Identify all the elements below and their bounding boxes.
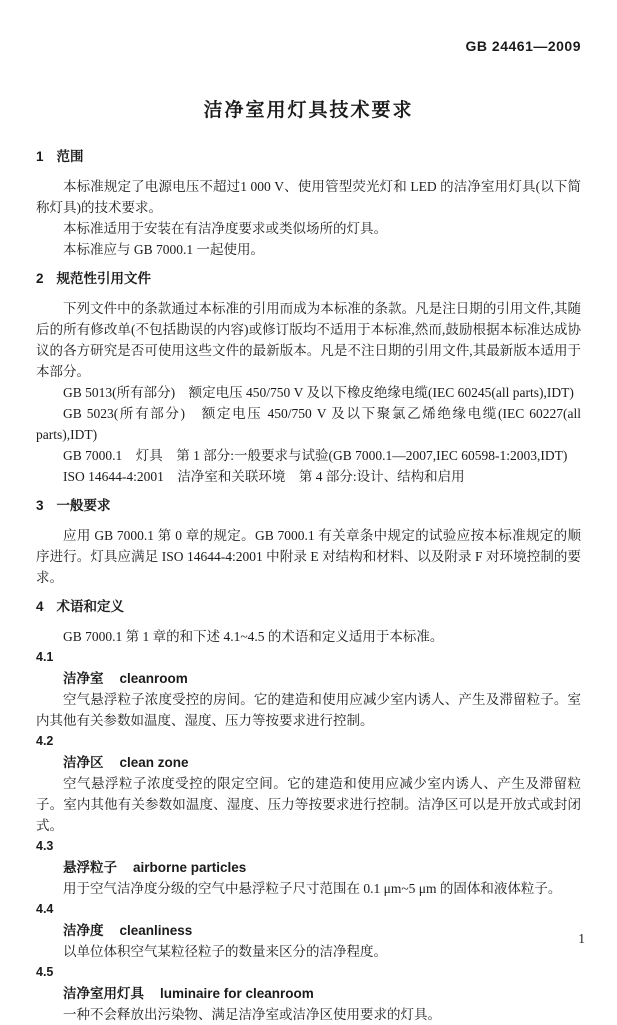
term-definition: 用于空气洁净度分级的空气中悬浮粒子尺寸范围在 0.1 μm~5 μm 的固体和液体粒子。 [63,881,562,896]
term-line [36,752,581,773]
term-clause [36,647,581,731]
term-definition: 一种不会释放出污染物、满足洁净室或洁净区使用要求的灯具。 [63,1007,441,1022]
clause-number: 4.3 [36,839,54,853]
reference-entry: ISO 14644-4:2001 洁净室和关联环境 第 4 部分:设计、结构和启用 [63,469,465,484]
section-general-requirements [36,497,581,588]
clause-number: 4.1 [36,650,54,664]
section-title-text: 术语和定义 [56,599,125,614]
clause-number: 4.4 [36,902,54,916]
section-heading [36,270,581,287]
section-heading [36,598,581,615]
page-number: 1 [578,931,585,946]
term-zh: 洁净度 [63,923,104,938]
term-en: luminaire for cleanroom [160,986,314,1001]
section-normative-references [36,270,581,487]
clause-number: 4.2 [36,734,54,748]
paragraph: GB 7000.1 第 1 章的和下述 4.1~4.5 的术语和定义适用于本标准。 [63,629,444,644]
section-heading [36,148,581,165]
paragraph: 应用 GB 7000.1 第 0 章的规定。GB 7000.1 有关章条中规定的试验应按本标准规定的顺序进行。灯具应满足 ISO 14644-4:2001 中附录 E 对结构和材料、以及附录 F 对环境控制的要求。 [36,528,581,585]
document-title: 洁净室用灯具技术要求 [203,100,414,121]
term-en: clean zone [119,755,189,770]
term-line [36,983,581,1004]
section-number: 2 [36,271,44,286]
term-en: cleanroom [119,671,188,686]
term-en: cleanliness [119,923,193,938]
reference-entry: GB 5013(所有部分) 额定电压 450/750 V 及以下橡皮绝缘电缆(IEC 60245(all parts),IDT) [63,385,574,400]
section-title-text: 一般要求 [56,498,111,513]
term-en: airborne particles [133,860,247,875]
term-clause [36,899,581,962]
term-zh: 洁净区 [63,755,104,770]
section-terms-definitions [36,598,581,1025]
section-number: 3 [36,498,44,513]
term-clause [36,731,581,836]
term-definition: 空气悬浮粒子浓度受控的房间。它的建造和使用应减少室内诱人、产生及滞留粒子。室内其他有关参数如温度、湿度、压力等按要求进行控制。 [36,692,581,728]
paragraph: 本标准适用于安装在有洁净度要求或类似场所的灯具。 [63,221,387,236]
section-number: 4 [36,599,44,614]
term-clause [36,836,581,899]
term-line [36,920,581,941]
clause-number: 4.5 [36,965,54,979]
term-line [36,857,581,878]
term-definition: 空气悬浮粒子浓度受控的限定空间。它的建造和使用应减少室内诱人、产生及滞留粒子。室内其他有关参数如温度、湿度、压力等按要求进行控制。洁净区可以是开放式或封闭式。 [36,776,581,833]
term-zh: 洁净室 [63,671,104,686]
paragraph: 本标准应与 GB 7000.1 一起使用。 [63,242,265,257]
section-heading [36,497,581,514]
doc-number: GB 24461—2009 [465,38,581,54]
section-title-text: 范围 [56,149,84,164]
term-definition: 以单位体积空气某粒径粒子的数量来区分的洁净程度。 [63,944,387,959]
paragraph: 下列文件中的条款通过本标准的引用而成为本标准的条款。凡是注日期的引用文件,其随后的所有修改单(不包括勘误的内容)或修订版均不适用于本标准,然而,鼓励根据本标准达成协议的各方研究是否可使用这些文件的最新版本。凡是不注日期的引用文件,其最新版本适用于本部分。 [36,301,581,379]
section-scope [36,148,581,260]
paragraph: 本标准规定了电源电压不超过1 000 V、使用管型荧光灯和 LED 的洁净室用灯具(以下简称灯具)的技术要求。 [36,179,581,215]
reference-entry: GB 5023(所有部分) 额定电压 450/750 V 及以下聚氯乙烯绝缘电缆(IEC 60227(all parts),IDT) [36,406,581,442]
section-number: 1 [36,149,44,164]
term-clause [36,962,581,1025]
reference-entry: GB 7000.1 灯具 第 1 部分:一般要求与试验(GB 7000.1—2007,IEC 60598-1:2003,IDT) [63,448,568,463]
term-zh: 悬浮粒子 [63,860,117,875]
term-line [36,668,581,689]
section-title-text: 规范性引用文件 [56,271,152,286]
term-zh: 洁净室用灯具 [63,986,144,1001]
